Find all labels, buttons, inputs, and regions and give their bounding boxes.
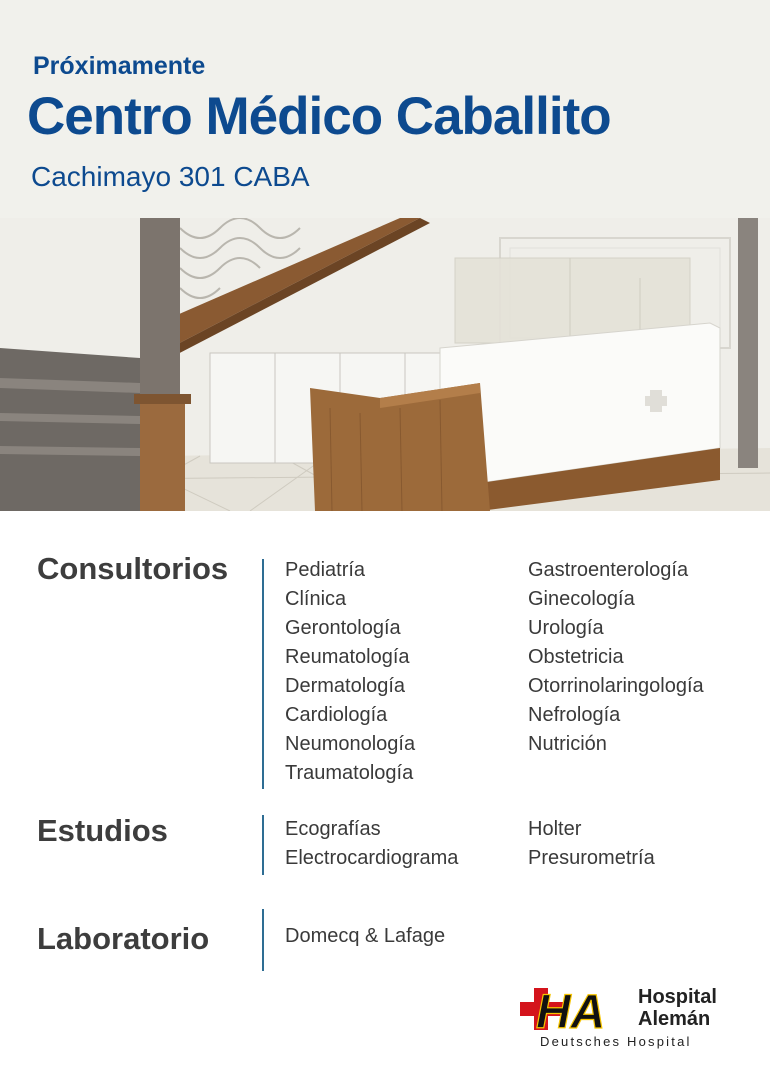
list-item: Otorrinolaringología — [528, 675, 704, 697]
list-item: Domecq & Lafage — [285, 925, 446, 947]
list-item: Reumatología — [285, 646, 410, 668]
list-item: Clínica — [285, 588, 347, 610]
list-item: Nutrición — [528, 733, 607, 755]
reception-photo — [0, 218, 770, 511]
section-title-laboratorio: Laboratorio — [37, 921, 210, 956]
list-item: Gastroenterología — [528, 559, 689, 581]
estudios-list-col2 — [528, 815, 655, 873]
section-divider — [262, 909, 264, 971]
list-item: Dermatología — [285, 675, 406, 697]
list-item: Obstetricia — [528, 646, 624, 668]
list-item: Electrocardiograma — [285, 847, 459, 869]
list-item: Holter — [528, 818, 582, 840]
estudios-list-col1 — [285, 815, 458, 873]
logo-line1: Hospital — [638, 986, 717, 1008]
list-item: Ginecología — [528, 588, 635, 610]
laboratorio-list-col1 — [285, 922, 445, 951]
header-banner — [0, 0, 770, 218]
consultorios-list-col1 — [285, 556, 415, 788]
list-item: Ecografías — [285, 818, 381, 840]
list-item: Urología — [528, 617, 604, 639]
ha-mark: HA — [536, 986, 606, 1034]
section-divider — [262, 815, 264, 875]
list-item: Neumonología — [285, 733, 416, 755]
page-title: Centro Médico Caballito — [27, 87, 611, 146]
ha-cross-icon — [520, 984, 638, 1034]
list-item: Gerontología — [285, 617, 401, 639]
section-title-estudios: Estudios — [37, 813, 168, 848]
consultorios-list-col2 — [528, 556, 704, 759]
list-item: Traumatología — [285, 762, 414, 784]
section-title-consultorios: Consultorios — [37, 551, 229, 586]
coming-soon-label: Próximamente — [33, 52, 206, 80]
list-item: Nefrología — [528, 704, 621, 726]
list-item: Pediatría — [285, 559, 366, 581]
list-item: Cardiología — [285, 704, 388, 726]
hospital-aleman-logo — [520, 984, 730, 1054]
section-divider — [262, 559, 264, 789]
address: Cachimayo 301 CABA — [31, 161, 310, 192]
list-item: Presurometría — [528, 847, 655, 869]
logo-subtitle: Deutsches Hospital — [540, 1034, 692, 1049]
logo-line2: Alemán — [638, 1008, 711, 1030]
